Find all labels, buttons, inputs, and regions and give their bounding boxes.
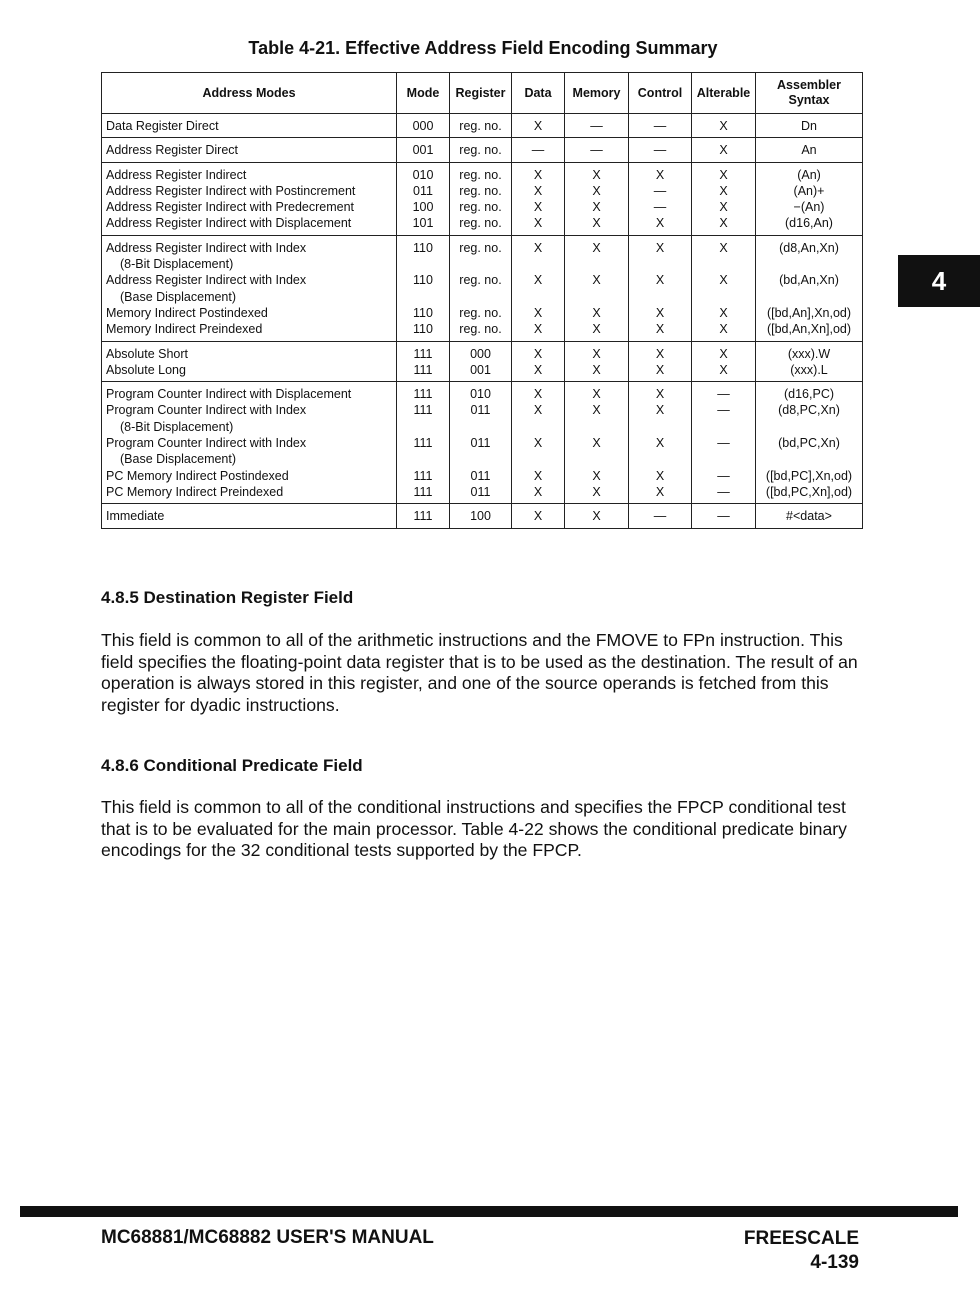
assembler-syntax: (An) (797, 167, 821, 182)
assembler-syntax-cell (756, 162, 863, 235)
data-flag: X (533, 484, 543, 499)
register-cell (450, 162, 512, 235)
mode-bits: 011 (413, 183, 433, 198)
section-heading-4-8-6: 4.8.6 Conditional Predicate Field (101, 756, 363, 775)
data-flag: X (533, 183, 543, 198)
data-flag: X (533, 322, 543, 337)
alterable-flag-cell (692, 114, 756, 138)
alterable-flag-cell (692, 341, 756, 382)
control-flag: X (655, 468, 665, 483)
assembler-syntax-cell (756, 138, 863, 162)
mode-bits: 110 (413, 305, 433, 320)
data-flag: X (533, 403, 543, 418)
data-flag: X (533, 273, 543, 288)
table-row (102, 162, 863, 235)
address-mode-line: Program Counter Indirect with Index (106, 436, 307, 451)
assembler-syntax: (An)+ (793, 183, 825, 198)
data-flag-cell (512, 235, 565, 341)
address-mode-cell (102, 162, 397, 235)
register: reg. no. (459, 305, 502, 320)
mode-bits: 110 (413, 240, 433, 255)
register-cell (450, 382, 512, 504)
memory-flag-cell (565, 138, 629, 162)
alterable-flag: X (719, 200, 728, 215)
register: 001 (470, 362, 491, 377)
control-flag-cell (629, 114, 692, 138)
data-flag-cell (512, 162, 565, 235)
address-mode-line: (8-Bit Displacement) (120, 257, 234, 272)
column-header: Memory (565, 73, 629, 114)
register-cell (450, 114, 512, 138)
alterable-flag-cell (692, 162, 756, 235)
register-cell (450, 138, 512, 162)
mode-bits: 111 (413, 346, 433, 361)
memory-flag: X (592, 200, 601, 215)
mode-bits-cell (397, 114, 450, 138)
memory-flag: — (590, 119, 603, 133)
data-flag: X (533, 346, 543, 361)
control-flag: X (655, 346, 665, 361)
address-mode-cell (102, 341, 397, 382)
assembler-syntax: An (801, 143, 817, 158)
data-flag-cell (512, 114, 565, 138)
data-flag: X (533, 119, 543, 133)
alterable-flag: X (719, 273, 728, 288)
register: reg. no. (459, 143, 502, 158)
memory-flag: X (592, 403, 601, 418)
control-flag: X (655, 167, 665, 182)
mode-bits: 110 (413, 322, 433, 337)
address-mode-line: PC Memory Indirect Postindexed (106, 468, 289, 483)
data-flag: X (533, 200, 543, 215)
control-flag: — (653, 119, 667, 133)
address-mode-line: Data Register Direct (106, 119, 219, 133)
address-mode-line: Immediate (106, 509, 165, 524)
alterable-flag: — (717, 468, 730, 483)
data-flag-cell (512, 504, 565, 528)
assembler-syntax: ([bd,An,Xn],od) (766, 322, 852, 337)
address-mode-line: Address Register Indirect with Index (106, 240, 307, 255)
alterable-flag: — (717, 436, 730, 451)
alterable-flag: X (719, 143, 728, 158)
assembler-syntax: (d16,PC) (783, 387, 835, 402)
alterable-flag-cell (692, 504, 756, 528)
mode-bits-cell (397, 382, 450, 504)
table-group (102, 138, 863, 162)
memory-flag-cell (565, 341, 629, 382)
mode-bits: 111 (413, 509, 433, 524)
mode-bits: 111 (413, 403, 433, 418)
footer-right (744, 1227, 859, 1275)
data-flag: X (533, 216, 543, 231)
mode-bits: 010 (412, 167, 434, 182)
register: reg. no. (459, 200, 502, 215)
register: 011 (470, 484, 491, 499)
control-flag: X (655, 305, 665, 320)
address-mode-line: Absolute Short (106, 346, 188, 361)
table-row (102, 114, 863, 138)
mode-bits-cell (397, 138, 450, 162)
mode-bits: 100 (412, 200, 434, 215)
table-title: Table 4-21. Effective Address Field Encoding Summary (248, 38, 718, 58)
memory-flag-cell (565, 162, 629, 235)
alterable-flag-cell (692, 138, 756, 162)
alterable-flag: X (719, 119, 728, 133)
address-mode-cell (102, 235, 397, 341)
address-mode-cell (102, 504, 397, 528)
column-header: Alterable (692, 73, 756, 114)
address-mode-line: Address Register Indirect (106, 167, 247, 182)
memory-flag: X (592, 436, 601, 451)
address-mode-line: Address Register Indirect with Index (106, 273, 307, 288)
data-flag-cell (512, 341, 565, 382)
memory-flag: X (592, 273, 601, 288)
memory-flag-cell (565, 235, 629, 341)
control-flag-cell (629, 341, 692, 382)
control-flag: X (655, 484, 665, 499)
column-header: Assembler Syntax (756, 73, 863, 114)
memory-flag: X (592, 468, 601, 483)
data-flag: X (533, 240, 543, 255)
mode-bits-cell (397, 341, 450, 382)
control-flag-cell (629, 162, 692, 235)
register-cell (450, 235, 512, 341)
mode-bits: 110 (413, 273, 433, 288)
address-mode-line: (8-Bit Displacement) (120, 419, 234, 434)
alterable-flag-cell (692, 382, 756, 504)
assembler-syntax: ([bd,PC,Xn],od) (765, 484, 853, 499)
data-flag: X (533, 387, 543, 402)
control-flag-cell (629, 504, 692, 528)
assembler-syntax: (xxx).W (787, 346, 831, 361)
table-group (102, 504, 863, 528)
alterable-flag: — (717, 403, 730, 418)
assembler-syntax-cell (756, 504, 863, 528)
control-flag-cell (629, 235, 692, 341)
assembler-syntax: (bd,PC,Xn) (778, 436, 840, 451)
section-body-4-8-6: This field is common to all of the conditional instructions and specifies the FPCP conditional test that is to be evaluated for the main processor. Table 4-22 shows the conditional predicate binary encodings for the 32 conditional tests supported by the FPCP. (101, 797, 847, 860)
table-group (102, 235, 863, 341)
data-flag-cell (512, 382, 565, 504)
column-header: Control (629, 73, 692, 114)
memory-flag: X (592, 509, 601, 524)
memory-flag-cell (565, 504, 629, 528)
register: 100 (470, 509, 491, 524)
address-mode-line: Address Register Indirect with Displacement (106, 216, 352, 231)
register: 011 (470, 436, 491, 451)
chapter-tab: 4 (898, 255, 980, 307)
mode-bits: 111 (413, 362, 433, 377)
control-flag-cell (629, 382, 692, 504)
data-flag: — (531, 143, 545, 158)
section-heading-4-8-5: 4.8.5 Destination Register Field (101, 588, 354, 607)
address-mode-line: Absolute Long (106, 362, 186, 377)
memory-flag: X (592, 387, 601, 402)
address-mode-line: Memory Indirect Postindexed (106, 305, 268, 320)
register: reg. no. (459, 216, 502, 231)
register: reg. no. (459, 240, 502, 255)
data-flag-cell (512, 138, 565, 162)
address-mode-line: Address Register Direct (106, 143, 238, 158)
alterable-flag: X (719, 322, 728, 337)
control-flag: — (653, 200, 667, 215)
assembler-syntax-cell (756, 382, 863, 504)
table-group (102, 162, 863, 235)
register: reg. no. (459, 167, 502, 182)
register: reg. no. (459, 273, 502, 288)
assembler-syntax: (bd,An,Xn) (779, 273, 839, 288)
data-flag: X (533, 436, 543, 451)
address-mode-line: Address Register Indirect with Predecrement (106, 200, 355, 215)
memory-flag: X (592, 362, 601, 377)
section-body-4-8-5: This field is common to all of the arithmetic instructions and the FMOVE to FPn instruction. This field specifies the floating-point data register that is to be used as the destination. The result of an operation is always stored in this register, and one of the source operands is fetched from this register for dyadic instructions. (101, 630, 858, 715)
address-mode-line: Address Register Indirect with Postincrement (106, 183, 356, 198)
alterable-flag: — (717, 484, 730, 499)
register: 011 (470, 468, 491, 483)
address-mode-line: Program Counter Indirect with Displacement (106, 387, 352, 402)
data-flag: X (533, 362, 543, 377)
assembler-syntax: (d8,PC,Xn) (778, 403, 840, 418)
assembler-syntax: (xxx).L (790, 362, 828, 377)
alterable-flag: X (719, 240, 728, 255)
memory-flag-cell (565, 382, 629, 504)
alterable-flag: X (719, 183, 728, 198)
mode-bits: 001 (412, 143, 434, 158)
footer-page-number: 4-139 (810, 1252, 859, 1273)
alterable-flag: — (717, 387, 730, 402)
register: reg. no. (459, 119, 502, 133)
register: 010 (470, 387, 491, 402)
alterable-flag: X (719, 362, 728, 377)
register: reg. no. (459, 183, 502, 198)
register-cell (450, 341, 512, 382)
address-mode-line: Memory Indirect Preindexed (106, 322, 263, 337)
encoding-table (101, 72, 863, 529)
address-mode-cell (102, 114, 397, 138)
mode-bits: 111 (413, 468, 433, 483)
column-header: Mode (397, 73, 450, 114)
assembler-syntax: −(An) (793, 200, 825, 215)
memory-flag: X (592, 183, 601, 198)
control-flag: — (653, 183, 667, 198)
address-mode-line: (Base Displacement) (120, 452, 237, 467)
address-mode-line: (Base Displacement) (120, 289, 237, 304)
table-row (102, 138, 863, 162)
memory-flag: X (592, 305, 601, 320)
control-flag: X (655, 436, 665, 451)
footer-manual-title: MC68881/MC68882 USER'S MANUAL (101, 1227, 434, 1248)
column-header: Address Modes (102, 73, 397, 114)
column-header: Register (450, 73, 512, 114)
memory-flag: X (592, 346, 601, 361)
mode-bits-cell (397, 504, 450, 528)
table-group (102, 382, 863, 504)
assembler-syntax: (d8,An,Xn) (779, 240, 839, 255)
memory-flag: — (590, 143, 603, 158)
assembler-syntax: (d16,An) (785, 216, 833, 231)
column-header: Data (512, 73, 565, 114)
assembler-syntax-cell (756, 114, 863, 138)
register: reg. no. (459, 322, 502, 337)
alterable-flag: X (719, 305, 728, 320)
table-row (102, 341, 863, 382)
mode-bits: 111 (413, 484, 433, 499)
data-flag: X (533, 509, 543, 524)
address-mode-line: PC Memory Indirect Preindexed (106, 484, 284, 499)
control-flag: X (655, 322, 665, 337)
control-flag: X (655, 403, 665, 418)
table-row (102, 235, 863, 341)
alterable-flag: — (717, 509, 730, 524)
mode-bits: 111 (413, 436, 433, 451)
address-mode-cell (102, 382, 397, 504)
data-flag: X (533, 167, 543, 182)
control-flag: — (653, 143, 667, 158)
register: 011 (470, 403, 491, 418)
mode-bits: 111 (413, 387, 433, 402)
control-flag: X (655, 273, 665, 288)
footer-rule (20, 1206, 958, 1217)
alterable-flag: X (719, 167, 728, 182)
mode-bits-cell (397, 235, 450, 341)
alterable-flag-cell (692, 235, 756, 341)
memory-flag: X (592, 240, 601, 255)
address-mode-line: Program Counter Indirect with Index (106, 403, 307, 418)
assembler-syntax-cell (756, 235, 863, 341)
table-row (102, 504, 863, 528)
control-flag: X (655, 216, 665, 231)
table-group (102, 114, 863, 138)
control-flag: — (653, 509, 667, 524)
alterable-flag: X (719, 346, 728, 361)
assembler-syntax: #<data> (786, 509, 832, 524)
data-flag: X (533, 305, 543, 320)
control-flag: X (655, 387, 665, 402)
assembler-syntax: Dn (801, 119, 817, 133)
memory-flag-cell (565, 114, 629, 138)
memory-flag: X (592, 167, 601, 182)
control-flag: X (655, 240, 665, 255)
table-row (102, 382, 863, 504)
memory-flag: X (592, 322, 601, 337)
address-mode-cell (102, 138, 397, 162)
table-header-row (102, 73, 863, 114)
mode-bits-cell (397, 162, 450, 235)
control-flag: X (655, 362, 665, 377)
data-flag: X (533, 468, 543, 483)
mode-bits: 000 (412, 119, 434, 133)
assembler-syntax: ([bd,PC],Xn,od) (765, 468, 853, 483)
memory-flag: X (592, 216, 601, 231)
register: 000 (470, 346, 491, 361)
register-cell (450, 504, 512, 528)
control-flag-cell (629, 138, 692, 162)
assembler-syntax: ([bd,An],Xn,od) (766, 305, 852, 320)
footer-brand: FREESCALE (743, 1228, 859, 1249)
assembler-syntax-cell (756, 341, 863, 382)
memory-flag: X (592, 484, 601, 499)
mode-bits: 101 (412, 216, 434, 231)
alterable-flag: X (719, 216, 728, 231)
table-group (102, 341, 863, 382)
